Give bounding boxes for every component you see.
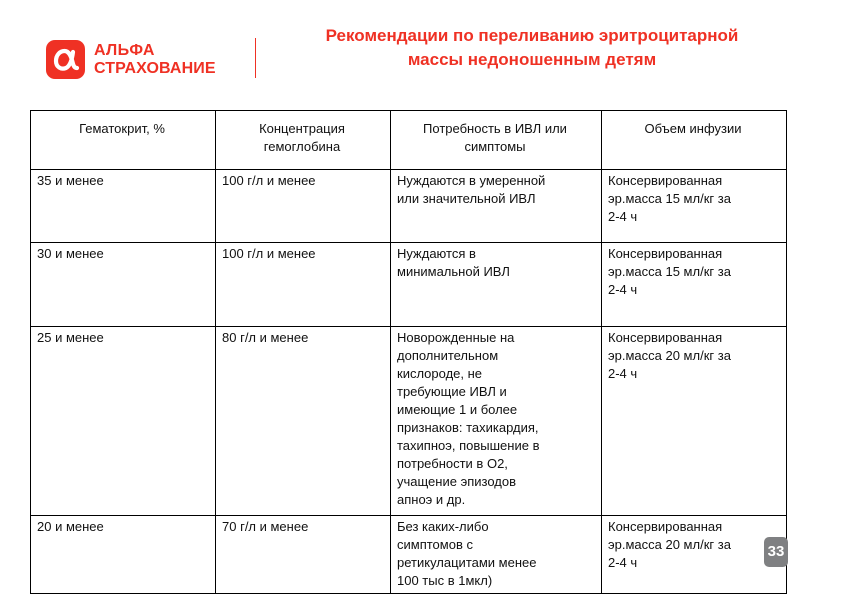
cell-line: 2-4 ч — [608, 555, 638, 570]
logo-line-2: СТРАХОВАНИЕ — [94, 60, 216, 77]
table-row — [31, 327, 787, 516]
cell-line: или значительной ИВЛ — [397, 191, 536, 206]
cell-hemoglobin — [216, 516, 391, 594]
cell-line: эр.масса 15 мл/кг за — [608, 191, 731, 206]
alfa-logo-icon — [46, 40, 85, 79]
page-number-badge: 33 — [764, 537, 788, 567]
cell-line: признаков: тахикардия, — [397, 420, 539, 435]
header-ventilation-need — [391, 111, 602, 170]
cell-line: кислороде, не — [397, 366, 483, 381]
cell-line: 20 и менее — [37, 519, 104, 534]
header-divider — [255, 38, 256, 78]
cell-ventilation-need — [391, 243, 602, 327]
title-line-1: Рекомендации по переливанию эритроцитарной — [325, 26, 739, 45]
cell-line: 2-4 ч — [608, 282, 638, 297]
logo-line-1: АЛЬФА — [94, 42, 155, 59]
cell-hematocrit — [31, 243, 216, 327]
cell-line: Консервированная — [608, 330, 723, 345]
cell-line: Нуждаются в — [397, 246, 476, 261]
cell-hemoglobin — [216, 327, 391, 516]
cell-ventilation-need — [391, 516, 602, 594]
header-hemoglobin — [216, 111, 391, 170]
cell-hematocrit — [31, 516, 216, 594]
title-line-2: массы недоношенным детям — [407, 50, 657, 69]
cell-line: Объем инфузии — [644, 121, 742, 136]
cell-line: 30 и менее — [37, 246, 104, 261]
cell-line: Новорожденные на — [397, 330, 515, 345]
cell-line: гемоглобина — [263, 139, 341, 154]
table-row — [31, 243, 787, 327]
header-hematocrit — [31, 111, 216, 170]
cell-line: Нуждаются в умеренной — [397, 173, 546, 188]
cell-hematocrit — [31, 327, 216, 516]
cell-line: симптомы — [464, 139, 526, 154]
cell-line: имеющие 1 и более — [397, 402, 518, 417]
cell-line: ретикулацитами менее — [397, 555, 537, 570]
table-row — [31, 170, 787, 243]
cell-line: 100 тыс в 1мкл) — [397, 573, 493, 588]
cell-line: тахипноэ, повышение в — [397, 438, 540, 453]
logo-text — [94, 42, 216, 78]
cell-line: Без каких-либо — [397, 519, 489, 534]
cell-line: 80 г/л и менее — [222, 330, 309, 345]
cell-line: 100 г/л и менее — [222, 246, 316, 261]
cell-line: Консервированная — [608, 173, 723, 188]
cell-line: эр.масса 20 мл/кг за — [608, 537, 731, 552]
cell-ventilation-need — [391, 170, 602, 243]
transfusion-recommendations-table — [30, 110, 787, 594]
cell-infusion-volume — [602, 516, 787, 594]
cell-ventilation-need — [391, 327, 602, 516]
cell-line: Консервированная — [608, 246, 723, 261]
page-title — [262, 24, 802, 72]
header-infusion-volume — [602, 111, 787, 170]
cell-line: 35 и менее — [37, 173, 104, 188]
cell-hemoglobin — [216, 243, 391, 327]
cell-hematocrit — [31, 170, 216, 243]
cell-line: симптомов с — [397, 537, 473, 552]
cell-line: минимальной ИВЛ — [397, 264, 510, 279]
cell-line: учащение эпизодов — [397, 474, 516, 489]
cell-line: Консервированная — [608, 519, 723, 534]
company-logo — [46, 40, 256, 80]
cell-line: Гематокрит, % — [79, 121, 165, 136]
cell-line: эр.масса 15 мл/кг за — [608, 264, 731, 279]
cell-infusion-volume — [602, 170, 787, 243]
table-row — [31, 516, 787, 594]
cell-line: 25 и менее — [37, 330, 104, 345]
cell-line: 2-4 ч — [608, 209, 638, 224]
cell-line: 2-4 ч — [608, 366, 638, 381]
cell-line: требующие ИВЛ и — [397, 384, 507, 399]
cell-line: 100 г/л и менее — [222, 173, 316, 188]
cell-line: дополнительном — [397, 348, 499, 363]
cell-line: апноэ и др. — [397, 492, 466, 507]
cell-infusion-volume — [602, 327, 787, 516]
cell-line: Концентрация — [259, 121, 345, 136]
cell-line: эр.масса 20 мл/кг за — [608, 348, 731, 363]
cell-line: потребности в О2, — [397, 456, 508, 471]
cell-hemoglobin — [216, 170, 391, 243]
cell-line: 70 г/л и менее — [222, 519, 309, 534]
table-header-row — [31, 111, 787, 170]
cell-line: Потребность в ИВЛ или — [423, 121, 567, 136]
cell-infusion-volume — [602, 243, 787, 327]
